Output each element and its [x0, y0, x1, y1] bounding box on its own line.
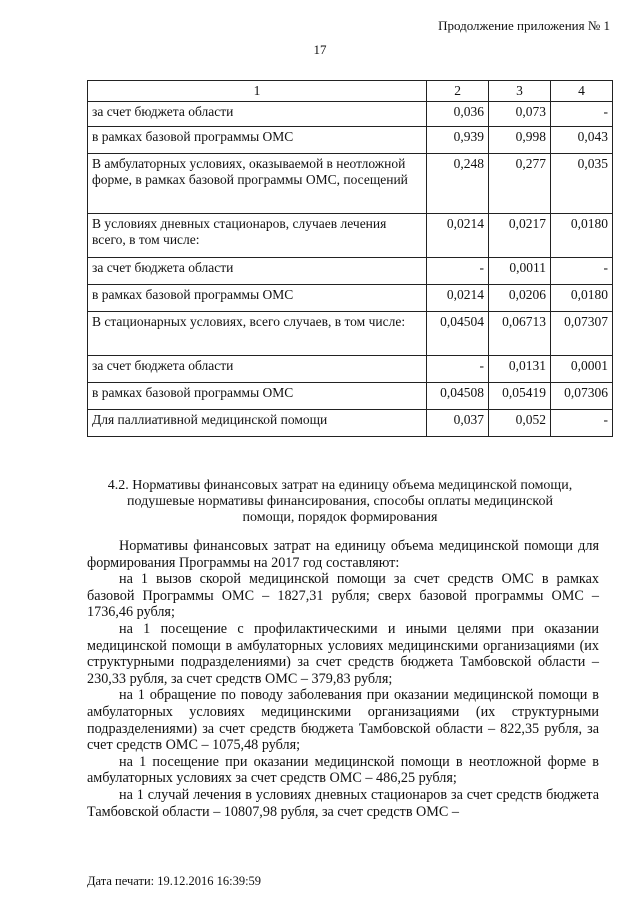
- paragraph: Нормативы финансовых затрат на единицу объема медицинской помощи для формирования Программы на 2017 год составляют:: [87, 538, 599, 571]
- table-row: [88, 127, 613, 154]
- continuation-note: Продолжение приложения № 1: [438, 18, 610, 33]
- cell-value: 0,043: [551, 127, 613, 154]
- row-label: за счет бюджета области: [88, 102, 427, 127]
- cell-value: 0,073: [489, 102, 551, 127]
- row-label: В стационарных условиях, всего случаев, в том числе:: [88, 312, 427, 356]
- cell-value: 0,0180: [551, 214, 613, 258]
- table-header-row: [88, 81, 613, 102]
- cell-value: 0,0011: [489, 258, 551, 285]
- cell-value: 0,04508: [427, 383, 489, 410]
- cell-value: 0,052: [489, 410, 551, 437]
- table-row: [88, 383, 613, 410]
- cell-value: 0,0217: [489, 214, 551, 258]
- cell-value: -: [427, 356, 489, 383]
- cell-value: 0,07307: [551, 312, 613, 356]
- row-label: в рамках базовой программы ОМС: [88, 127, 427, 154]
- cell-value: 0,0206: [489, 285, 551, 312]
- row-label: в рамках базовой программы ОМС: [88, 285, 427, 312]
- row-label: за счет бюджета области: [88, 258, 427, 285]
- cell-value: 0,0001: [551, 356, 613, 383]
- paragraph: на 1 обращение по поводу заболевания при оказании медицинской помощи в амбулаторных условиях медицинскими организациями (их структурными подразделениями) за счет средств бюджета Тамбовской области – 822,35 рубля, за счет средств ОМС – 1075,48 рубля;: [87, 687, 599, 754]
- page-number: 17: [313, 42, 327, 57]
- row-label: за счет бюджета области: [88, 356, 427, 383]
- row-label: в рамках базовой программы ОМС: [88, 383, 427, 410]
- cell-value: 0,939: [427, 127, 489, 154]
- cell-value: 0,998: [489, 127, 551, 154]
- cell-value: -: [551, 258, 613, 285]
- paragraph: на 1 посещение с профилактическими и иными целями при оказании медицинской помощи в амбулаторных условиях медицинскими организациями (их структурными подразделениями) за счет средств бюджета Тамбовской области – 230,33 рубля, за счет средств ОМС – 379,83 рубля;: [87, 620, 599, 687]
- cell-value: 0,07306: [551, 383, 613, 410]
- column-header: 4: [551, 81, 613, 102]
- cell-value: 0,035: [551, 154, 613, 214]
- row-label: Для паллиативной медицинской помощи: [88, 410, 427, 437]
- cell-value: -: [427, 258, 489, 285]
- cell-value: 0,0214: [427, 214, 489, 258]
- cell-value: -: [551, 410, 613, 437]
- paragraph: на 1 вызов скорой медицинской помощи за счет средств ОМС в рамках базовой Программы ОМС – 1827,31 рубля; сверх базовой программы ОМС – 1736,46 рубля;: [87, 571, 599, 621]
- cell-value: -: [551, 102, 613, 127]
- table-row: [88, 285, 613, 312]
- print-date: Дата печати: 19.12.2016 16:39:59: [87, 874, 262, 888]
- table-row: [88, 258, 613, 285]
- column-header: 1: [88, 81, 427, 102]
- cell-value: 0,037: [427, 410, 489, 437]
- column-header: 2: [427, 81, 489, 102]
- table-row: [88, 102, 613, 127]
- cell-value: 0,05419: [489, 383, 551, 410]
- cell-value: 0,04504: [427, 312, 489, 356]
- cell-value: 0,0214: [427, 285, 489, 312]
- row-label: В амбулаторных условиях, оказываемой в неотложной форме, в рамках базовой программы ОМС, посещений: [88, 154, 427, 214]
- paragraph: на 1 посещение при оказании медицинской помощи в неотложной форме в амбулаторных условиях за счет средств ОМС – 486,25 рубля;: [87, 753, 599, 787]
- table-row: [88, 410, 613, 437]
- table-row: [88, 356, 613, 383]
- cell-value: 0,036: [427, 102, 489, 127]
- data-table: [87, 80, 613, 437]
- table-row: [88, 312, 613, 356]
- cell-value: 0,0131: [489, 356, 551, 383]
- section-heading: 4.2. Нормативы финансовых затрат на единицу объема медицинской помощи, подушевые нормативы финансирования, способы оплаты медицинской помощи, порядок формирования: [107, 478, 573, 525]
- table-row: [88, 154, 613, 214]
- cell-value: 0,248: [427, 154, 489, 214]
- row-label: В условиях дневных стационаров, случаев лечения всего, в том числе:: [88, 214, 427, 258]
- cell-value: 0,277: [489, 154, 551, 214]
- cell-value: 0,0180: [551, 285, 613, 312]
- table-row: [88, 214, 613, 258]
- cell-value: 0,06713: [489, 312, 551, 356]
- column-header: 3: [489, 81, 551, 102]
- paragraph: на 1 случай лечения в условиях дневных стационаров за счет средств бюджета Тамбовской области – 10807,98 рубля, за счет средств ОМС –: [87, 786, 599, 820]
- body-text: [87, 538, 599, 820]
